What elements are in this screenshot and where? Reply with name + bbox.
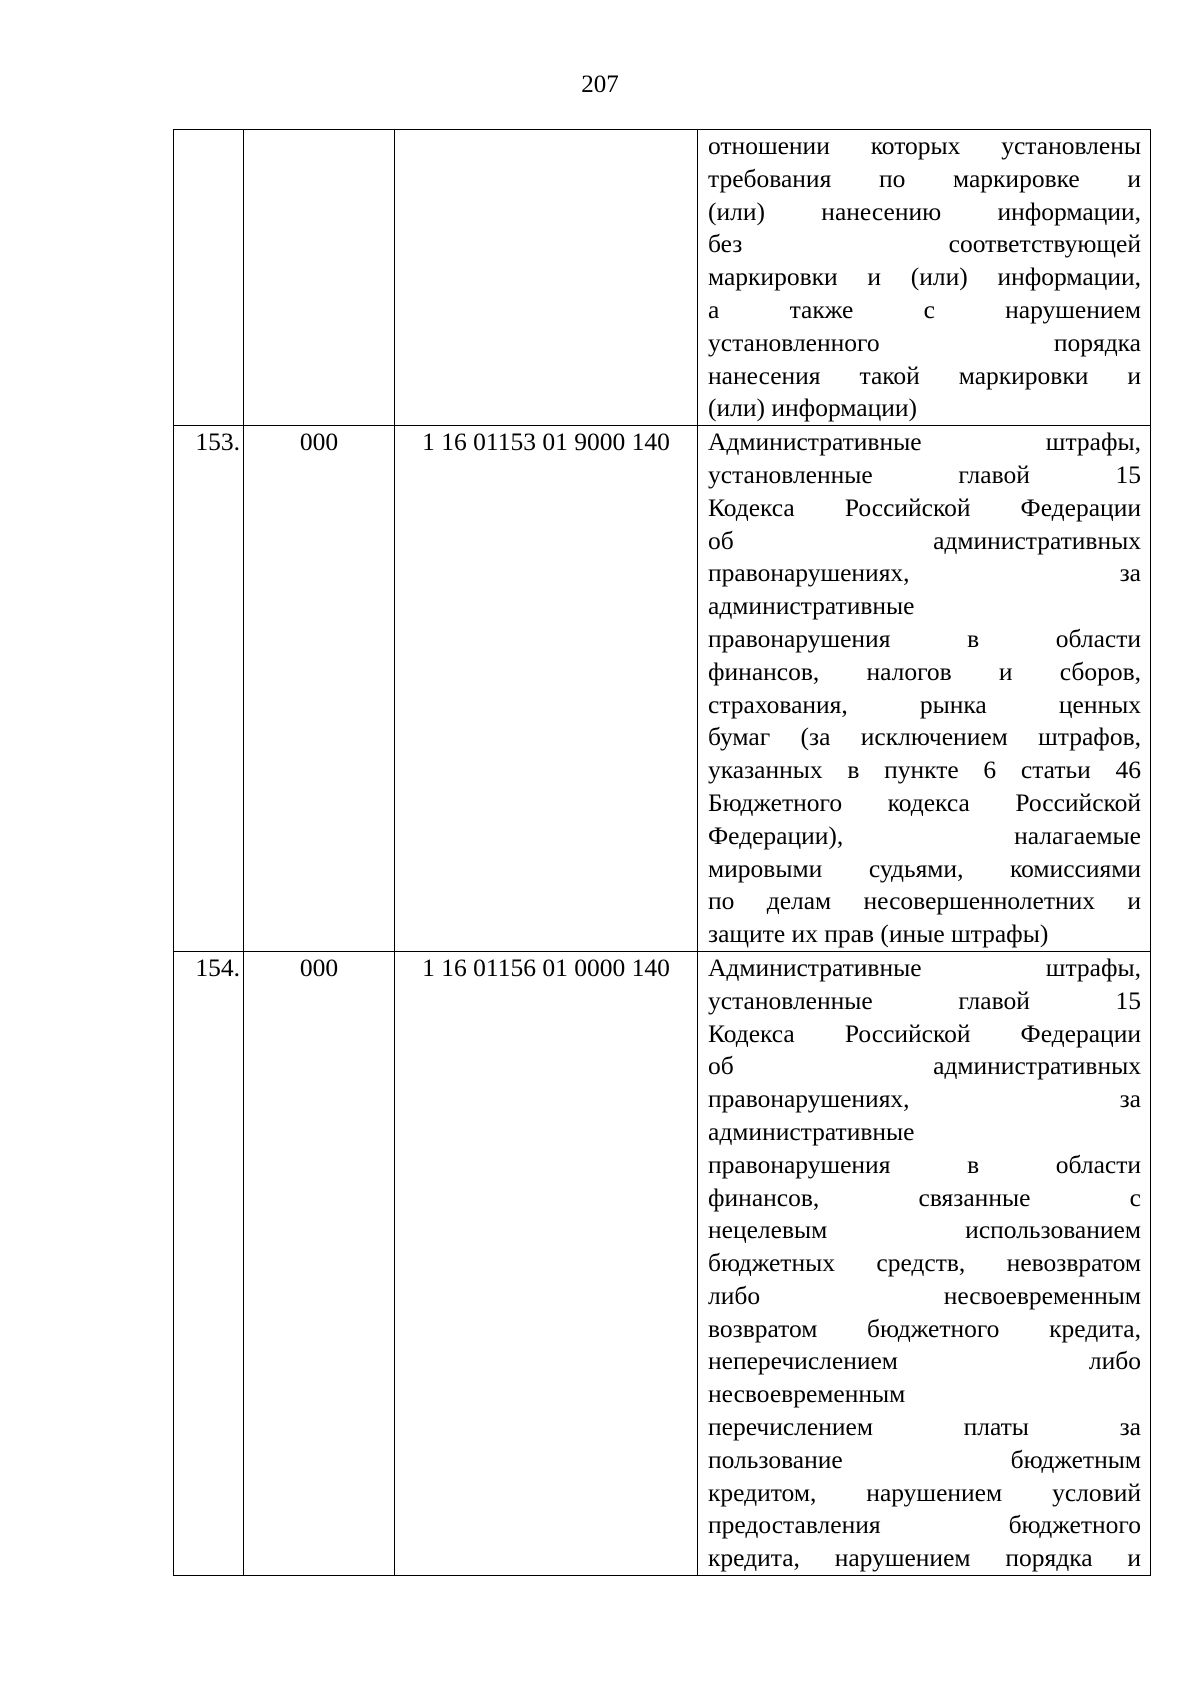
description-line: финансов, связанные с [708,1182,1141,1212]
description-line: Федерации), налагаемые [708,820,1141,850]
admin-code-cell: 000 [244,426,395,952]
admin-code-cell: 000 [244,951,395,1575]
description-line: защите их прав (иные штрафы) [708,919,1049,949]
description-line: об административных [708,1051,1141,1081]
row-number-cell: 153. [174,426,244,952]
kbk-code-cell: 1 16 01153 01 9000 140 [395,426,698,952]
description-line: правонарушениях, за [708,1084,1141,1114]
description-line: финансов, налогов и сборов, [708,656,1141,686]
description-line: административные [708,591,915,621]
description-line: несвоевременным [708,1379,906,1409]
description-line: правонарушениях, за [708,558,1141,588]
kbk-code-cell [395,130,698,426]
description-line: без соответствующей [708,229,1141,259]
page-number: 207 [581,71,619,98]
description-line: об административных [708,525,1141,555]
description-line: Кодекса Российской Федерации [708,1018,1141,1048]
kbk-code-cell: 1 16 01156 01 0000 140 [395,951,698,1575]
description-line: Административные штрафы, [708,952,1141,982]
table-row [174,426,1151,952]
description-cell [698,130,1151,426]
description-line: отношении которых установлены [708,131,1141,160]
description-line: кредита, нарушением порядка и [708,1543,1141,1573]
description-line: а также с нарушением [708,294,1141,324]
description-line: установленные главой 15 [708,985,1141,1015]
description-line: нецелевым использованием [708,1215,1141,1245]
description-line: предоставления бюджетного [708,1510,1141,1540]
description-line: мировыми судьями, комиссиями [708,853,1141,883]
description-cell [698,426,1151,952]
description-line: бумаг (за исключением штрафов, [708,722,1141,752]
admin-code-cell [244,130,395,426]
description-line: правонарушения в области [708,623,1141,653]
description-line: перечислением платы за [708,1412,1141,1442]
row-number-cell [174,130,244,426]
description-line: неперечислением либо [708,1346,1141,1376]
description-line: административные [708,1116,915,1146]
description-line: установленные главой 15 [708,459,1141,489]
description-line: страхования, рынка ценных [708,689,1141,719]
description-line: бюджетных средств, невозвратом [708,1248,1141,1278]
description-line: (или) информации) [708,393,918,423]
description-line: требования по маркировке и [708,163,1141,193]
table-row [174,130,1151,426]
description-line: Административные штрафы, [708,427,1141,457]
description-line: Бюджетного кодекса Российской [708,787,1141,817]
description-line: возвратом бюджетного кредита, [708,1313,1141,1343]
description-line: нанесения такой маркировки и [708,360,1141,390]
description-line: кредитом, нарушением условий [708,1477,1141,1507]
description-line: (или) нанесению информации, [708,196,1141,226]
row-number-cell: 154. [174,951,244,1575]
description-line: Кодекса Российской Федерации [708,492,1141,522]
description-line: либо несвоевременным [708,1280,1141,1310]
description-line: правонарушения в области [708,1149,1141,1179]
description-line: по делам несовершеннолетних и [708,886,1141,916]
description-line: указанных в пункте 6 статьи 46 [708,755,1141,785]
budget-codes-table [173,129,1151,1576]
description-line: пользование бюджетным [708,1444,1141,1474]
description-cell [698,951,1151,1575]
description-line: маркировки и (или) информации, [708,262,1141,292]
table-row [174,951,1151,1575]
description-line: установленного порядка [708,327,1141,357]
